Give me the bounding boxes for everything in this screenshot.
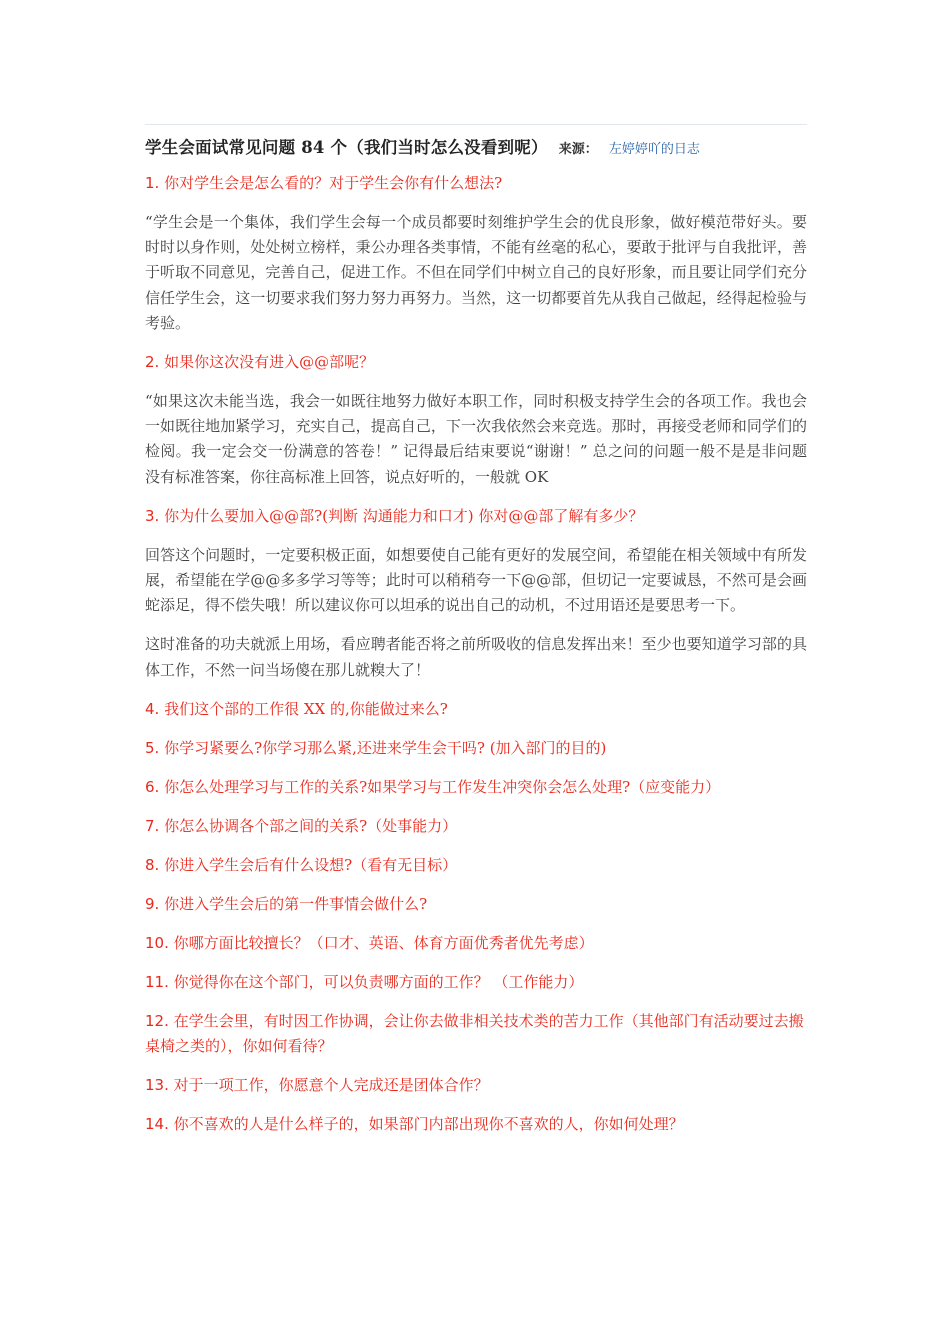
question-number: 8.: [145, 855, 160, 874]
question-0: [145, 171, 807, 196]
question-number: 7.: [145, 816, 160, 835]
document-body: [145, 171, 807, 1137]
question-15: [145, 1009, 807, 1059]
question-text: 你学习紧要么?你学习那么紧,还进来学生会干吗? (加入部门的目的): [159, 738, 607, 757]
answer-paragraph: 这时准备的功夫就派上用场，看应聘者能否将之前所吸收的信息发挥出来！至少也要知道学习部的具体工作，不然一问当场傻在那儿就糗大了！: [145, 635, 807, 679]
question-text: 我们这个部的工作很 XX 的,你能做过来么?: [159, 699, 448, 718]
question-number: 14.: [145, 1114, 169, 1133]
document-page: [145, 124, 807, 1151]
question-text: 对于一项工作，你愿意个人完成还是团体合作？: [168, 1075, 489, 1094]
question-number: 11.: [145, 972, 169, 991]
question-number: 6.: [145, 777, 160, 796]
question-number: 2.: [145, 353, 160, 372]
question-number: 1.: [145, 174, 160, 192]
question-text: 你觉得你在这个部门，可以负责哪方面的工作？ （工作能力）: [168, 972, 584, 991]
header-divider: [145, 124, 807, 125]
question-14: [145, 970, 807, 995]
question-text: 你为什么要加入@@部?(判断 沟通能力和口才) 你对@@部了解有多少？: [159, 506, 644, 525]
title-row: [145, 135, 807, 163]
question-number: 5.: [145, 738, 160, 757]
page-title: 学生会面试常见问题 84 个（我们当时怎么没看到呢）: [145, 138, 548, 157]
question-number: 10.: [145, 933, 169, 952]
question-text: 你进入学生会后有什么设想?（看有无目标）: [159, 855, 458, 874]
question-4: [145, 504, 807, 529]
source-label: 来源：: [558, 142, 598, 157]
source-link[interactable]: 左婷婷吖的日志: [608, 142, 700, 157]
question-number: 9.: [145, 894, 160, 913]
question-number: 13.: [145, 1075, 169, 1094]
question-text: 你怎么处理学习与工作的关系?如果学习与工作发生冲突你会怎么处理?（应变能力）: [159, 777, 721, 796]
question-8: [145, 736, 807, 761]
question-9: [145, 775, 807, 800]
question-11: [145, 853, 807, 878]
question-text: 你不喜欢的人是什么样子的，如果部门内部出现你不喜欢的人，你如何处理？: [168, 1114, 684, 1133]
question-16: [145, 1073, 807, 1098]
question-text: 你进入学生会后的第一件事情会做什么?: [159, 894, 428, 913]
question-number: 4.: [145, 699, 160, 718]
question-10: [145, 814, 807, 839]
answer-paragraph: “如果这次未能当选，我会一如既往地努力做好本职工作，同时积极支持学生会的各项工作。我也会一如既往地加紧学习，充实自己，提高自己，下一次我依然会来竞选。那时，再接受老师和同学们的检阅。我一定会交一份满意的答卷！” 记得最后结束要说“谢谢！” 总之问的问题一般不是是非问题 没有标准答案，你往高标准上回答，说点好听的，一般就 OK: [145, 392, 807, 486]
question-17: [145, 1112, 807, 1137]
question-text: 在学生会里，有时因工作协调，会让你去做非相关技术类的苦力工作（其他部门有活动要过去搬桌椅之类的），你如何看待？: [145, 1011, 804, 1055]
question-13: [145, 931, 807, 956]
question-text: 你怎么协调各个部之间的关系?（处事能力）: [159, 816, 458, 835]
question-7: [145, 697, 807, 722]
question-2: [145, 350, 807, 375]
question-text: 如果你这次没有进入@@部呢？: [159, 353, 375, 372]
question-text: 你哪方面比较擅长？（口才、英语、体育方面优秀者优先考虑）: [168, 933, 594, 952]
answer-paragraph: 回答这个问题时，一定要积极正面，如想要使自己能有更好的发展空间，希望能在相关领域中有所发展，希望能在学@@多多学习等等；此时可以稍稍夸一下@@部，但切记一定要诚恳，不然可是会画蛇添足，得不偿失哦！所以建议你可以坦承的说出自己的动机，不过用语还是要思考一下。: [145, 545, 807, 615]
question-number: 12.: [145, 1011, 169, 1030]
question-text: 你对学生会是怎么看的？对于学生会你有什么想法?: [159, 174, 503, 192]
question-number: 3.: [145, 506, 160, 525]
answer-paragraph: “学生会是一个集体，我们学生会每一个成员都要时刻维护学生会的优良形象，做好模范带好头。要时时以身作则，处处树立榜样，秉公办理各类事情，不能有丝毫的私心，要敢于批评与自我批评，善于听取不同意见，完善自己，促进工作。不但在同学们中树立自己的良好形象，而且要让同学们充分信任学生会，这一切要求我们努力努力再努力。当然，这一切都要首先从我自己做起，经得起检验与考验。: [145, 213, 807, 332]
question-12: [145, 892, 807, 917]
